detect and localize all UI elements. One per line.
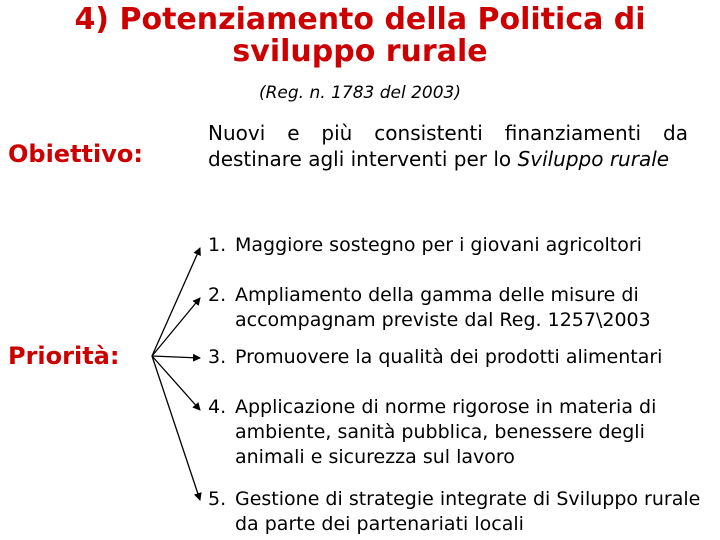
- priority-text: Maggiore sostegno per i giovani agricoltori: [235, 234, 642, 256]
- arrow-to-priority-2: [152, 298, 200, 356]
- priority-item-4: [208, 395, 713, 470]
- priority-number: 5.: [208, 488, 227, 510]
- priority-item-3: [208, 345, 713, 370]
- arrow-to-priority-3: [152, 356, 200, 358]
- arrow-to-priority-5: [152, 356, 200, 500]
- priorities-label: Priorità:: [8, 342, 120, 370]
- priority-text: Applicazione di norme rigorose in materia di ambiente, sanità pubblica, benessere degli animali e sicurezza sul lavoro: [235, 396, 657, 468]
- priority-item-5: [208, 487, 713, 537]
- priority-item-2: [208, 283, 713, 333]
- priority-text: Promuovere la qualità dei prodotti alimentari: [235, 346, 663, 368]
- title-line-2: sviluppo rurale: [232, 34, 488, 69]
- title-line-1: 4) Potenziamento della Politica di: [74, 2, 646, 37]
- objective-text-emphasis: Sviluppo rurale: [517, 147, 670, 171]
- priority-text: Ampliamento della gamma delle misure di accompagnam previste dal Reg. 1257\2003: [235, 284, 651, 331]
- arrow-to-priority-4: [152, 356, 200, 410]
- objective-label: Obiettivo:: [8, 140, 143, 168]
- priority-number: 3.: [208, 346, 227, 368]
- priority-number: 2.: [208, 284, 227, 306]
- objective-text-main: Nuovi e più consistenti finanziamenti da destinare agli interventi per lo: [208, 121, 688, 171]
- arrow-to-priority-1: [152, 248, 200, 356]
- priority-number: 1.: [208, 234, 227, 256]
- subtitle: (Reg. n. 1783 del 2003): [258, 83, 462, 103]
- priority-text: Gestione di strategie integrate di Sviluppo rurale da parte dei partenariati locali: [235, 488, 701, 535]
- priority-item-1: [208, 233, 713, 258]
- priority-number: 4.: [208, 396, 227, 418]
